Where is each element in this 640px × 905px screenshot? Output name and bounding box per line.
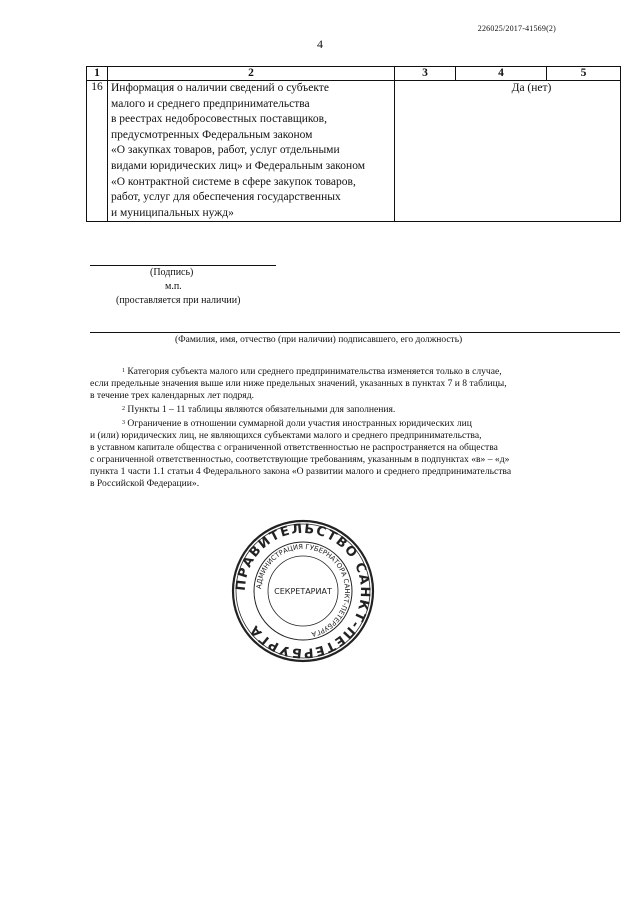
footnote-mark: 3 [122,420,125,426]
info-table [86,66,621,222]
header-col-3: 3 [395,67,456,81]
signature-caption: (Подпись) [150,267,194,278]
description-line: малого и среднего предпринимательства [111,97,310,110]
header-col-2: 2 [108,67,395,81]
stamp-center-text: СЕКРЕТАРИАТ [274,587,332,596]
footnote-line [90,366,620,378]
footnote-line [90,404,620,416]
description-line: и муниципальных нужд» [111,206,234,219]
footnote-line: в уставном капитале общества с ограниченной ответственностью не распространяется на общества [90,442,498,453]
footnote-text: Категория субъекта малого или среднего предпринимательства изменяется только в случае, [127,366,502,377]
description-line: Информация о наличии сведений о субъекте [111,82,329,94]
header-col-5: 5 [547,67,621,81]
row-answer-cell [395,81,621,222]
description-line: «О закупках товаров, работ, услуг отдельными [111,144,340,157]
stamp-inner-text: АДМИНИСТРАЦИЯ ГУБЕРНАТОРА САНКТ-ПЕТЕРБУРГА [255,542,352,639]
description-line: «О контрактной системе в сфере закупок товаров, [111,175,356,188]
footnote-mark: 1 [122,368,125,374]
footnote-line: в течение трех календарных лет подряд. [90,390,254,401]
footnote-1 [90,366,620,402]
footnote-line: и (или) юридических лиц, не являющихся субъектами малого и среднего предпринимательства, [90,430,482,441]
footnote-line: в Российской Федерации». [90,478,200,489]
description-line: предусмотренных Федеральным законом [111,128,313,141]
row-answer: Да (нет) [511,82,552,94]
footnote-text: Пункты 1 – 11 таблицы являются обязательными для заполнения. [127,404,396,415]
description-line: в реестрах недобросовестных поставщиков, [111,113,327,126]
seal-place-note: (проставляется при наличии) [116,295,241,306]
description-line: видами юридических лиц» и Федеральным законом [111,159,366,172]
name-position-line [90,332,620,333]
footnote-text: Ограничение в отношении суммарной доли участия иностранных юридических лиц [127,418,472,429]
table-row [87,81,621,222]
header-col-4: 4 [456,67,547,81]
table-header-row [87,67,621,81]
description-line: работ, услуг для обеспечения государственных [111,191,341,204]
signature-line [90,265,276,266]
seal-place-label: м.п. [165,281,182,292]
footnote-3 [90,418,620,490]
footnote-line: с ограниченной ответственностью, соответствующие требованиям, указанным в подпунктах «в» – «д» [90,454,510,465]
row-number: 16 [87,81,108,222]
stamp-outer-text: ПРАВИТЕЛЬСТВО САНКТ-ПЕТЕРБУРГА [233,521,373,661]
footnote-line: если предельные значения выше или ниже предельных значений, указанных в пунктах 7 и 8 таблицы, [90,378,507,389]
footnote-line: пункта 1 части 1.1 статьи 4 Федерального закона «О развитии малого и среднего предпринимательства [90,466,512,477]
name-position-caption: (Фамилия, имя, отчество (при наличии) подписавшего, его должность) [175,335,463,345]
footnote-mark: 2 [122,406,125,412]
document-registration-number: 226025/2017-41569(2) [477,24,556,33]
row-description [108,81,395,222]
footnote-line [90,418,620,430]
header-col-1: 1 [87,67,108,81]
footnote-2 [90,404,620,416]
official-round-stamp [230,518,376,664]
page-number: 4 [317,37,323,51]
